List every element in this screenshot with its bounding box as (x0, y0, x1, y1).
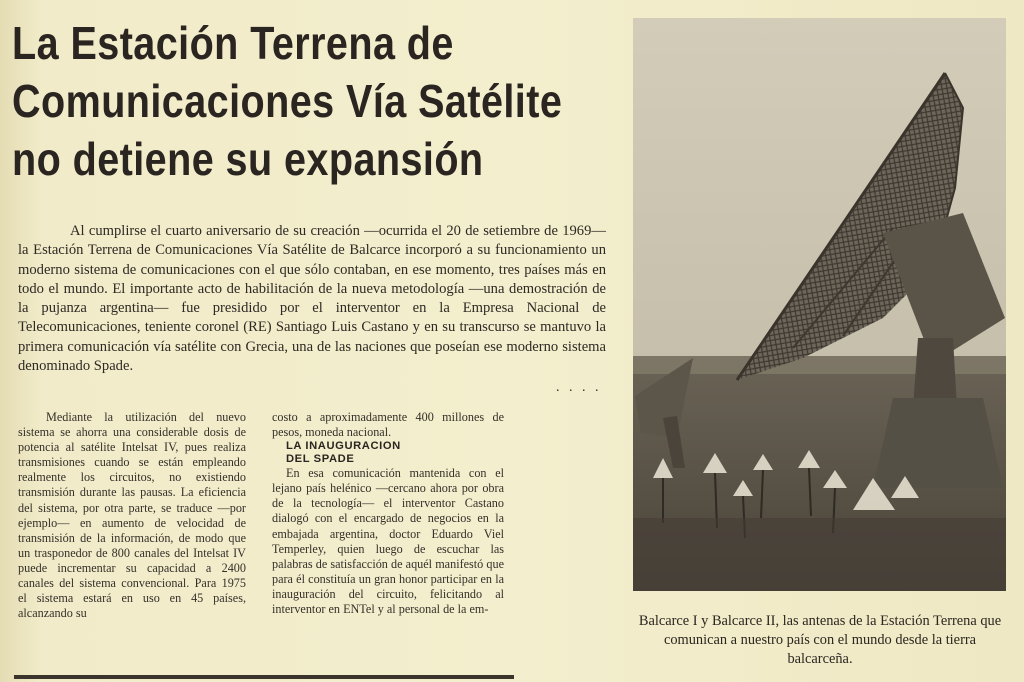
body-column-2 (272, 410, 504, 617)
continuation-dots: . . . . (556, 380, 602, 395)
body-column-1: Mediante la utilización del nuevo sistema se ahorra una considerable dosis de potencia al satélite Intelsat IV, pues realiza transmisiones cuando se están empleando realmente los circuitos, no existiendo transmisión durante las pausas. La eficiencia del sistema, por otra parte, se traduce —por ejemplo— en aumento de velocidad de transmisión de la información, de modo que un trasponedor de 800 canales del Intelsat IV puede incrementar su capacidad a 2400 canales del sistema convencional. Para 1975 el sistema estará en uso en 45 países, alcanzando su (18, 410, 246, 621)
lead-paragraph: Al cumplirse el cuarto aniversario de su creación —ocurrida el 20 de setiembre de 1969— la Estación Terrena de Comunicaciones Vía Satélite de Balcarce incorporó a su funcionamiento un moderno sistema de comunicaciones con el que sólo contaban, en ese momento, tres países más en todo el mundo. El importante acto de habilitación de la nueva metodología —una demostración de la pujanza argentina— fue presidido por el interventor en la Empresa Nacional de Telecomunicaciones, teniente coronel (RE) Santiago Luis Castano y en su transcurso se mantuvo la primera comunicación vía satélite con Grecia, una de las naciones que poseían ese moderno sistema denominado Spade. (18, 223, 606, 375)
antenna-photo-illustration (633, 18, 1006, 591)
headline-line-1: La Estación Terrena de (12, 17, 454, 69)
column-2-opening: costo a aproximadamente 400 millones de pesos, moneda nacional. (272, 410, 504, 440)
headline-line-2: Comunicaciones Vía Satélite (12, 75, 563, 127)
photo-caption: Balcarce I y Balcarce II, las antenas de la Estación Terrena que comunican a nuestro país con el mundo desde la tierra balcarceña. (638, 613, 1002, 667)
headline (12, 14, 563, 188)
subhead-line-1: LA INAUGURACION (286, 440, 401, 453)
antenna-photo (633, 18, 1006, 591)
bottom-rule (14, 675, 514, 679)
headline-line-3: no detiene su expansión (12, 133, 484, 185)
subhead-line-2: DEL SPADE (286, 453, 355, 466)
column-2-body: En esa comunicación mantenida con el lejano país helénico —cercano ahora por obra de la tecnología— el interventor Castano dialogó con el encargado de negocios en la embajada argentina, doctor Eduardo Viel Temperley, quien luego de escuchar las palabras de satisfacción de aquél manifestó que para él constituía un gran honor participar en la inauguración del circuito, felicitando al interventor en ENTel y al personal de la em- (272, 466, 504, 617)
